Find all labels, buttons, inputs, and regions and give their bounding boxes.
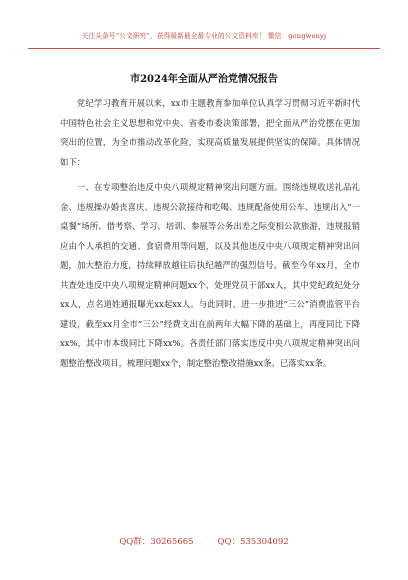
header-notice-bar [28,22,380,49]
footer-contact [0,535,408,547]
paragraph-intro: 党纪学习教育开展以来，xx市主题教育参加单位认真学习贯彻习近平新时代中国特色社会主义思想和党中央、省委市委决策部署，把全面从严治党摆在更加突出的位置，为全市推动改革化险，实现高质量发展提供坚实的保障。具体情况如下： [60,98,360,167]
document-body [60,94,360,373]
paragraph-section-1: 一、在专项整治违反中央八项规定精神突出问题方面。围绕违规收送礼品礼金、违规操办婚丧喜庆、违规公款接待和吃喝、违规配备使用公车、违规出入“一桌餐”场所、借考察、学习、培训、参展等公务出差之际变相公款旅游，违规报销应由个人承担的交通、食宿费用等问题，以及其他违反中央八项规定精神突出问题，加大整治力度，持续释放越往后执纪越严的强烈信号。截至今年xx月，全市共查处违反中央八项规定精神问题xx个，处理党员干部xx人，其中党纪政纪处分xx人，点名道姓通报曝光xx起xx人。与此同时，进一步推进“三公”消费监管平台建设，截至xx月全市“三公”经费支出在前两年大幅下降的基础上，再度同比下降xx%，其中市本级同比下降xx%。各责任部门落实违反中央八项规定精神突出问题整治整改项目，梳理问题xx个，制定整治整改措施xx条、已落实xx条。 [60,182,360,368]
document-title: 市2024年全面从严治党情况报告 [130,74,278,85]
footer-qq-group: QQ群：30265665 [119,537,194,547]
footer-qq: QQ：535304092 [217,537,289,547]
header-notice: 关注头条号“公文研究”，获得最新最全最专业的公文资料库！ 微信：gongwenyj [81,32,327,40]
